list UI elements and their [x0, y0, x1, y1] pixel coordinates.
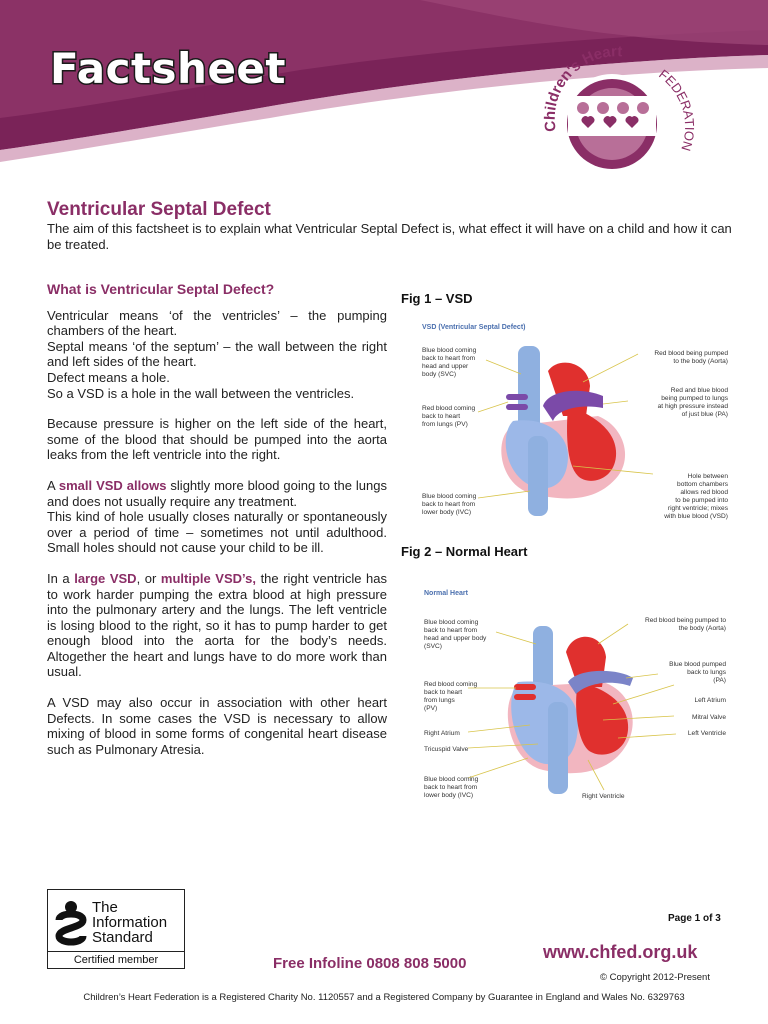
fig2-label-rv: Right Ventricle — [582, 793, 625, 800]
fig1-label-ivc: Blue blood coming back to heart from lower body (IVC) — [422, 493, 477, 516]
fig2-normal-heart-diagram — [418, 582, 738, 804]
fig1-label-aorta: Red blood being pumped to the body (Aorta) — [654, 350, 728, 365]
paragraph: A VSD may also occur in association with other heart Defects. In some cases the VSD is necessary to allow mixing of blood in some forms of congenital heart disease such as Pulmonary Atresia. — [47, 695, 387, 757]
logo-federation: FEDERATION — [656, 66, 698, 153]
website-link[interactable]: www.chfed.org.uk — [543, 942, 698, 962]
paragraph: This kind of hole usually closes naturally or spontaneously over a period of time – sometimes not until adulthood. Small holes should not cause your child to be ill. — [47, 509, 387, 556]
fig2-title: Normal Heart — [424, 590, 468, 597]
paragraph: In a large VSD, or multiple VSD’s, the right ventricle has to work harder pumping the extra blood at high pressure into the pulmonary artery and the lungs. The left ventricle is losing blood to the right, so it has to pump harder to get enough blood into the aorta for the body’s needs. Altogether the heart and lungs have to do more work than usual. — [47, 570, 387, 680]
charity-notice: Children’s Heart Federation is a Registered Charity No. 1120557 and a Registered Company by Guarantee in England and Wales No. 6329763 — [83, 992, 685, 1003]
fig2-label-aorta: Red blood being pumped to the body (Aorta) — [644, 617, 726, 632]
fig2-label-la: Left Atrium — [694, 697, 726, 704]
fig1-title: VSD (Ventricular Septal Defect) — [422, 324, 526, 331]
fig1-label-svc: Blue blood coming back to heart from head and upper body (SVC) — [422, 347, 477, 378]
paragraph: Because pressure is higher on the left side of the heart, some of the blood that should be pumped into the aorta leaks from the left ventricle into the right. — [47, 416, 387, 463]
fig2-label-ra: Right Atrium — [424, 730, 460, 737]
fig2-label-tv: Tricuspid Valve — [424, 746, 469, 753]
paragraph: A small VSD allows slightly more blood going to the lungs and does not usually require any treatment. — [47, 477, 387, 509]
paragraph: Ventricular means ‘of the ventricles’ – the pumping chambers of the heart. — [47, 307, 387, 339]
paragraph: Defect means a hole. — [47, 369, 170, 385]
certified-member-label: Certified member — [48, 951, 184, 968]
info-standard-line: Standard — [92, 929, 153, 946]
logo-text: Children's Heart — [541, 43, 623, 133]
svg-text:FEDERATION — [656, 66, 697, 152]
fig2-label-lv: Left Ventricle — [687, 730, 726, 737]
fig1-label-pa: Red and blue blood being pumped to lungs at high pressure instead of just blue (PA) — [657, 387, 728, 418]
fig1-label-vsd: Hole between bottom chambers allows red blood to be pumped into right ventricle; mixes with blue blood (VSD) — [664, 473, 728, 520]
highlight: small VSD allows — [58, 477, 167, 493]
fig1-vsd-diagram — [418, 316, 738, 526]
heart-illustration — [501, 346, 625, 516]
page-number: Page 1 of 3 — [668, 913, 721, 924]
paragraph: So a VSD is a hole in the wall between the ventricles. — [47, 385, 355, 401]
fig2-label-pv: Red blood coming back to heart from lungs (PV) — [424, 681, 478, 712]
fig2-caption: Fig 2 – Normal Heart — [401, 544, 528, 559]
fig2-label-mv: Mitral Valve — [692, 714, 726, 721]
information-standard-icon — [54, 898, 88, 950]
info-standard-line: The — [92, 899, 118, 916]
article-intro: The aim of this factsheet is to explain what Ventricular Septal Defect is, what effect it will have on a child and how it can be treated. — [47, 221, 732, 252]
fig1-label-pv: Red blood coming back to heart from lungs (PV) — [422, 405, 476, 428]
paragraph: Septal means ‘of the septum’ – the wall between the right and left sides of the heart. — [47, 338, 387, 370]
information-standard-badge — [47, 889, 185, 969]
main-content — [47, 282, 387, 757]
fig2-label-pa: Blue blood pumped back to lungs (PA) — [669, 661, 726, 684]
fig1-caption: Fig 1 – VSD — [401, 291, 473, 306]
infoline: Free Infoline 0808 808 5000 — [273, 955, 467, 972]
highlight: multiple VSD’s, — [160, 570, 256, 586]
highlight: large VSD — [74, 570, 137, 586]
copyright: © Copyright 2012-Present — [600, 972, 710, 983]
chf-logo — [528, 36, 708, 196]
section-heading: What is Ventricular Septal Defect? — [47, 281, 275, 297]
factsheet-title: Factsheet — [50, 44, 286, 93]
article-title: Ventricular Septal Defect — [47, 199, 271, 220]
fig2-label-ivc: Blue blood coming back to heart from lower body (IVC) — [424, 776, 479, 799]
heart-illustration — [508, 626, 633, 794]
info-standard-line: Information — [92, 914, 168, 931]
fig2-label-svc: Blue blood coming back to heart from head and upper body (SVC) — [424, 619, 487, 650]
